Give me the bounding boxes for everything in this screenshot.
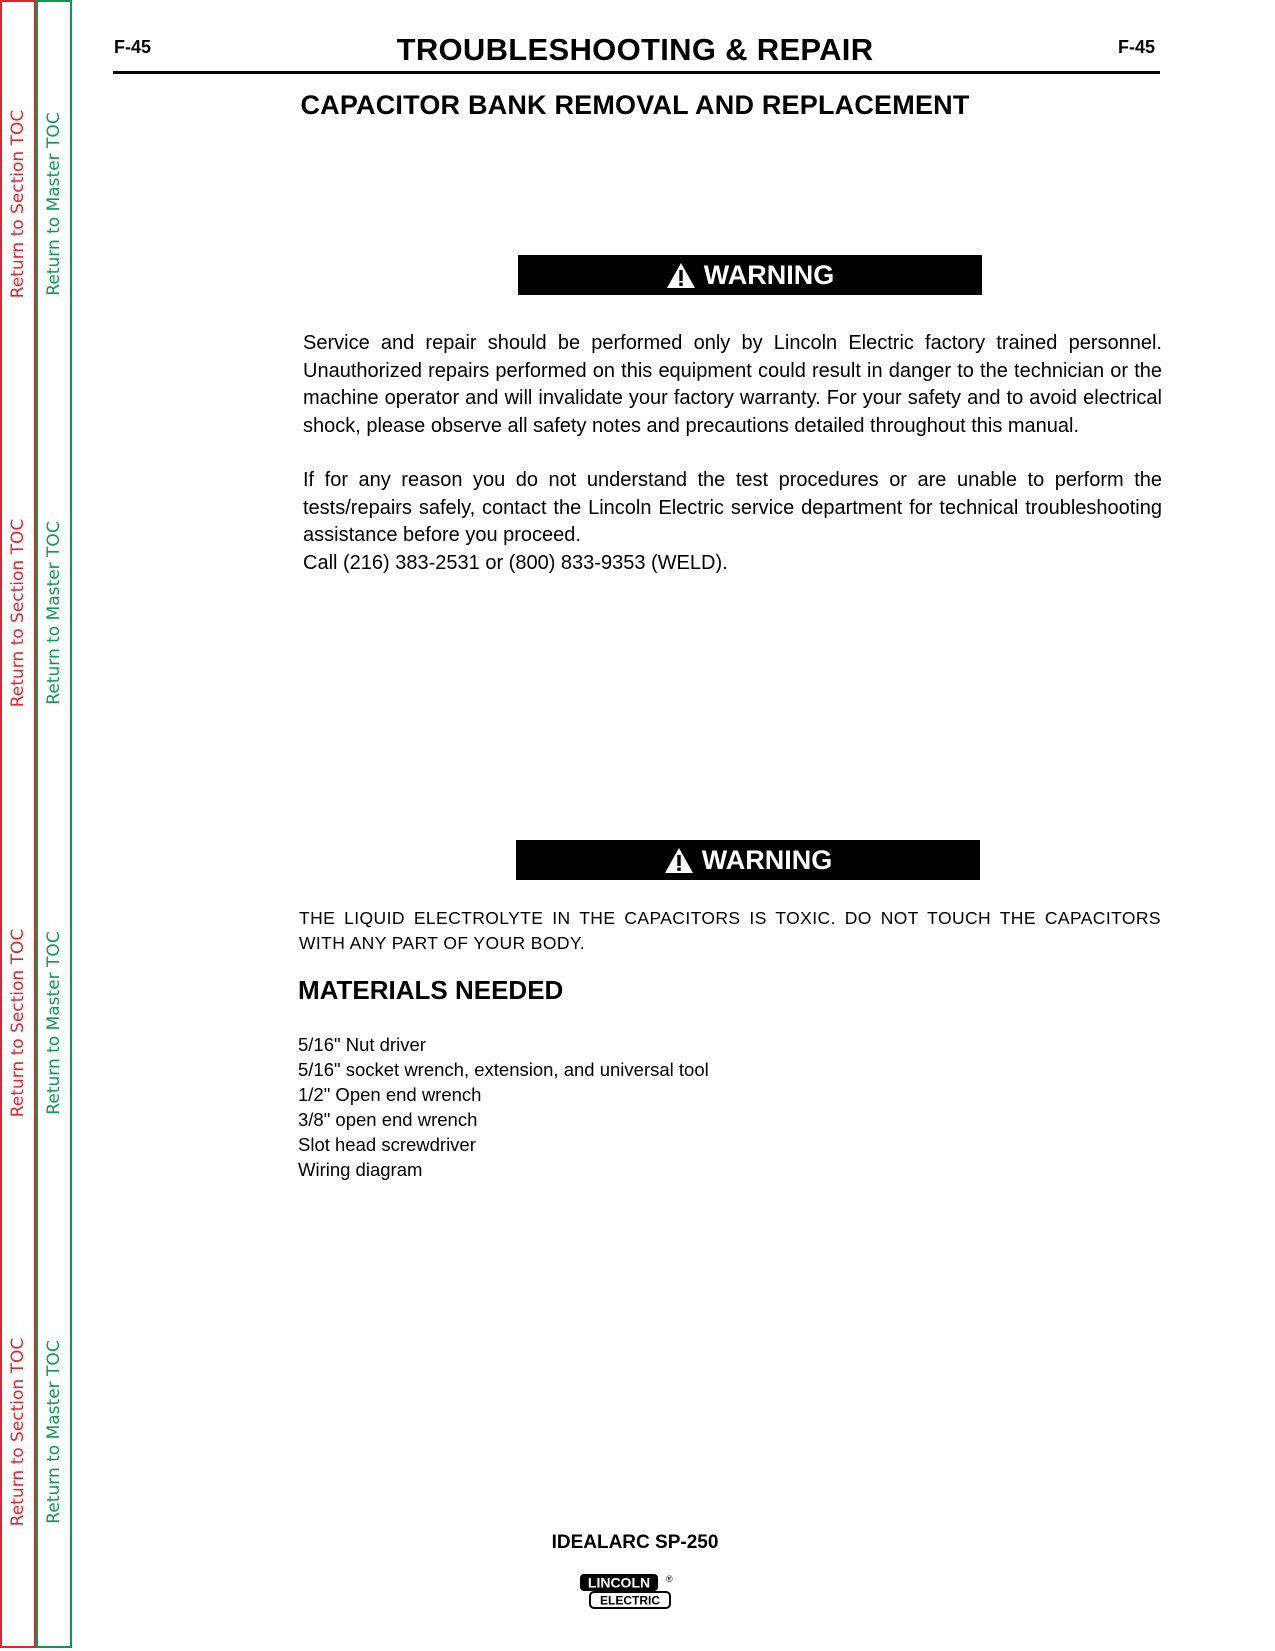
list-item: 1/2" Open end wrench <box>298 1084 482 1105</box>
warning-banner <box>516 840 980 880</box>
return-to-master-toc-link[interactable]: Return to Master TOC <box>44 112 64 296</box>
page-header-title: TROUBLESHOOTING & REPAIR <box>396 32 874 67</box>
list-item: Slot head screwdriver <box>298 1134 476 1155</box>
master-toc-bar <box>36 0 72 1648</box>
warning-1-paragraph: Service and repair should be performed only by Lincoln Electric factory trained personnel. Unauthorized repairs performed on this equipment could result in danger to the technician or the machine operator and will invalidate your factory warranty. For your safety and to avoid electrical shock, please observe all safety notes and precautions detailed throughout this manual. <box>303 332 1162 437</box>
return-to-section-toc-link[interactable]: Return to Section TOC <box>8 518 28 708</box>
materials-heading: MATERIALS NEEDED <box>298 975 564 1005</box>
lincoln-electric-logo <box>576 1572 686 1612</box>
page-number-right: F-45 <box>1118 37 1156 57</box>
logo-top-text: LINCOLN <box>587 1574 651 1591</box>
service-phone-line: Call (216) 383-2531 or (800) 833-9353 (WELD). <box>303 551 728 574</box>
list-item: 5/16" socket wrench, extension, and universal tool <box>298 1059 709 1080</box>
electrolyte-warning-text: THE LIQUID ELECTROLYTE IN THE CAPACITORS IS TOXIC. DO NOT TOUCH THE CAPACITORS WITH ANY PART OF YOUR BODY. <box>299 908 1161 953</box>
warning-1-text <box>303 330 1162 577</box>
return-to-master-toc-link[interactable]: Return to Master TOC <box>44 1340 64 1524</box>
warning-triangle-icon <box>666 262 696 289</box>
section-title: CAPACITOR BANK REMOVAL AND REPLACEMENT <box>300 90 970 120</box>
warning-1-paragraph: If for any reason you do not understand the test procedures or are unable to perform the tests/repairs safely, contact the Lincoln Electric service department for technical troubleshooting assistance before you proceed. <box>303 469 1162 546</box>
list-item: Wiring diagram <box>298 1159 423 1180</box>
warning-triangle-icon <box>664 847 694 874</box>
list-item: 5/16" Nut driver <box>298 1034 426 1055</box>
warning-label: WARNING <box>701 844 833 875</box>
list-item: 3/8" open end wrench <box>298 1109 478 1130</box>
return-to-master-toc-link[interactable]: Return to Master TOC <box>44 521 64 705</box>
page-number-left: F-45 <box>114 37 152 57</box>
warning-banner <box>518 255 982 295</box>
header-rule <box>113 71 1160 74</box>
footer-model-name: IDEALARC SP-250 <box>551 1532 719 1553</box>
return-to-section-toc-link[interactable]: Return to Section TOC <box>8 1337 28 1527</box>
warning-label: WARNING <box>703 259 835 290</box>
logo-registered-mark: ® <box>666 1574 673 1584</box>
logo-bottom-text: ELECTRIC <box>600 1593 660 1608</box>
return-to-master-toc-link[interactable]: Return to Master TOC <box>44 931 64 1115</box>
return-to-section-toc-link[interactable]: Return to Section TOC <box>8 928 28 1118</box>
materials-list <box>298 1032 709 1182</box>
section-toc-bar <box>0 0 36 1648</box>
return-to-section-toc-link[interactable]: Return to Section TOC <box>8 109 28 299</box>
